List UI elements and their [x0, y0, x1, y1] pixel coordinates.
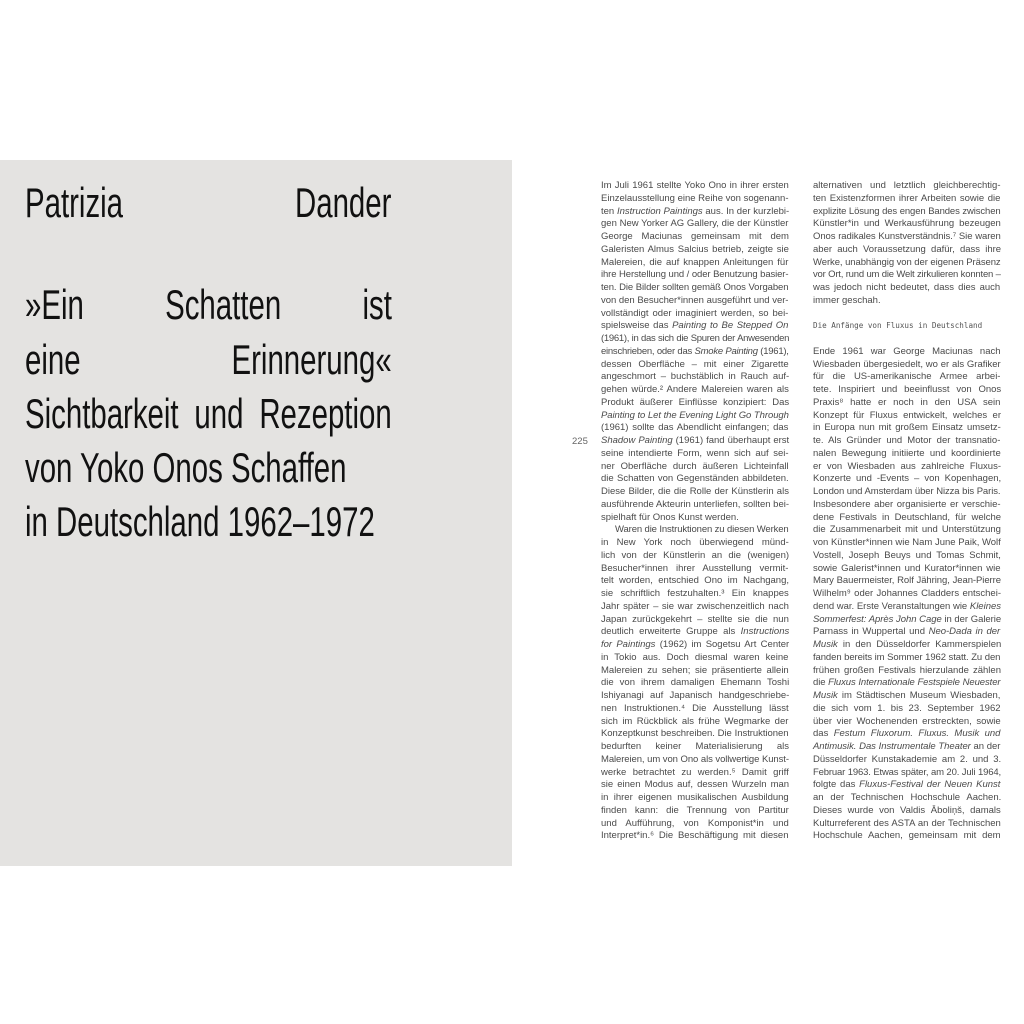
- text-line-content: bedurften keiner Materialisierung als: [601, 741, 789, 752]
- text-line-content: dessen Oberfläche – mit einer Zigarette: [601, 358, 789, 370]
- text-line-content: an der Technischen Hochschule Aachen.: [813, 792, 1002, 803]
- text-line: [601, 703, 789, 716]
- text-line-content: für die US-amerikanische Armee arbei-: [813, 371, 1001, 383]
- author-first: Patrizia: [25, 179, 124, 226]
- text-line-content: seine intendierte Form, wenn sich auf sei-: [601, 447, 789, 459]
- italic-title: Antimusik. Das Instrumentale Theater: [813, 741, 971, 752]
- text-line: [601, 422, 789, 435]
- italic-title: Instructions: [740, 626, 790, 638]
- text-line-content: was jedoch nicht bedeutet, dass dies auch: [813, 282, 1001, 293]
- text-line: [601, 614, 789, 627]
- text-line: [813, 308, 1001, 321]
- text-line: [813, 397, 1001, 410]
- text-line: [601, 524, 789, 537]
- text-line-content: Interpret*in.⁶ Die Beschäftigung mit diesen: [601, 830, 789, 842]
- text-line-content: [813, 333, 816, 346]
- text-line-content: die Schatten von Gegenständen abbildeten.: [601, 473, 789, 485]
- text-line-content: Februar 1963. Etwas später, am 20. Juli 1964,: [813, 766, 1001, 778]
- text-line-content: frühen großen Festivals hierzulande zählen: [813, 664, 1001, 676]
- text-line: [813, 410, 1001, 423]
- text-line: [601, 244, 789, 257]
- text-line: [813, 550, 1001, 563]
- italic-title: Sommerfest: Après John Cage: [813, 613, 942, 625]
- text-line: [601, 588, 789, 601]
- text-line: [813, 537, 1001, 550]
- text-line-content: das Festum Fluxorum. Fluxus. Musik und: [813, 728, 1001, 740]
- text-line: [813, 448, 1001, 461]
- text-line-content: for Paintings (1962) im Sogetsu Art Center: [601, 639, 790, 650]
- text-line-content: Konzept für Fluxus entwickelt, welches er: [813, 409, 1001, 421]
- text-line-content: Diese Bilder, die die Rolle der Künstlerin als: [601, 486, 789, 497]
- text-line: [601, 741, 789, 754]
- text-line: [813, 346, 1001, 359]
- text-line: [601, 601, 789, 614]
- text-line-content: ihre Herstellung und / oder Benutzung basier-: [601, 269, 789, 281]
- text-line-content: ausführende Akteurin unterliefen, sollten bei-: [601, 498, 790, 510]
- text-line: [813, 473, 1001, 486]
- text-line-content: Werke, unabhängig von der eigenen Präsenz: [813, 256, 1001, 268]
- text-line: [813, 665, 1001, 678]
- text-line: [813, 282, 1001, 295]
- text-line-content: Malereien, um von Ono als vollwertige Kunst-: [601, 753, 789, 765]
- text-line: [813, 524, 1001, 537]
- text-line-content: gehen würde.² Andere Malereien waren als: [601, 384, 789, 395]
- italic-title: Shadow Painting: [601, 435, 673, 446]
- text-line: [813, 805, 1001, 818]
- text-line: [601, 779, 789, 792]
- text-line: [601, 716, 789, 729]
- text-line-content: ten Instruction Paintings aus. In der kurzlebi-: [601, 205, 790, 217]
- text-line-content: Shadow Painting (1961) fand überhaupt erst: [601, 435, 790, 446]
- text-line-content: [601, 410, 789, 423]
- text-line: [601, 397, 789, 410]
- text-line-content: ten Existenzformen ihrer Arbeiten sowie die: [813, 192, 1001, 204]
- text-line-content: Einzelausstellung eine Reihe von sogenann-: [601, 192, 789, 204]
- text-line: [813, 384, 1001, 397]
- text-line: [813, 690, 1001, 703]
- text-line-content: (1961), in das sich die Spuren der Anwesenden: [601, 333, 790, 344]
- text-line: [813, 830, 1001, 843]
- text-line: [813, 435, 1001, 448]
- text-line-content: die Fluxus Internationale Festspiele Neuester: [813, 677, 1001, 689]
- text-line-content: die sich vom 1. bis 23. September 1962: [813, 702, 1001, 714]
- text-line: [813, 754, 1001, 767]
- text-line: [601, 231, 789, 244]
- text-line: [601, 486, 789, 499]
- text-line-content: werke betrachtet zu werden.⁵ Damit griff: [601, 766, 789, 778]
- text-line: [601, 728, 789, 741]
- text-line-content: in Europa nun mit großem Einsatz umsetz-: [813, 422, 1001, 434]
- italic-title: Musik: [813, 639, 838, 650]
- text-line: [601, 410, 789, 423]
- section-heading: [813, 320, 1001, 333]
- text-line-content: Kulturreferent des ASTA an der Technischen: [813, 817, 1001, 829]
- text-line: [601, 473, 789, 486]
- text-line: [813, 499, 1001, 512]
- text-line: [601, 665, 789, 678]
- text-line: [601, 295, 789, 308]
- text-line-content: und Aufführung, von Komponist*in und: [601, 817, 789, 829]
- text-line: [813, 588, 1001, 601]
- text-line: [601, 206, 789, 219]
- text-line-content: Konzerte und -Events – von Kopenhagen,: [813, 473, 1002, 485]
- text-line-content: telt worden, entschied Ono im Nachgang,: [601, 575, 790, 587]
- text-line-content: (1961) sollte das Abendlicht einfangen; das: [601, 422, 789, 434]
- text-column-2: [813, 180, 1001, 843]
- text-line: [813, 563, 1001, 576]
- text-line-content: ten. Die Bilder sollten gemäß Onos Vorgaben: [601, 282, 789, 293]
- text-line-content: vollständigt oder imaginiert werden, so bei-: [601, 307, 789, 319]
- text-line: [813, 295, 1001, 308]
- text-line: [601, 218, 789, 231]
- text-line-content: Antimusik. Das Instrumentale Theater an der: [813, 741, 1001, 752]
- subtitle-line: [25, 498, 392, 545]
- text-line-content: einschrieben, oder das Smoke Painting (1961),: [601, 345, 789, 357]
- text-line: [601, 180, 789, 193]
- text-line-content: immer geschah.: [813, 294, 881, 306]
- text-line-content: angeschmort – buchstäblich in Rauch auf-: [601, 371, 790, 383]
- text-line-content: alternativen und letztlich gleichberechtig-: [813, 180, 1001, 191]
- italic-title: Fluxus-Festival der Neuen Kunst: [859, 779, 1001, 791]
- text-line: [813, 193, 1001, 206]
- text-line-content: in New York noch überwiegend münd-: [601, 537, 789, 548]
- text-line: [601, 767, 789, 780]
- text-line: [813, 512, 1001, 525]
- text-line-content: Dieses wurde von Valdis Āboliņš, damals: [813, 804, 1001, 816]
- text-line: [813, 206, 1001, 219]
- italic-title: Festum Fluxorum. Fluxus. Musik und: [833, 728, 1001, 740]
- title-page-panel: [0, 160, 512, 866]
- text-line-content: dend war. Erste Veranstaltungen wie Kleines: [813, 600, 1002, 612]
- text-line: [601, 754, 789, 767]
- text-line-content: die Zusammenarbeit mit und Unterstützung: [813, 524, 1001, 536]
- text-line-content: finden kann: die Trennung von Partitur: [601, 804, 789, 816]
- text-line-content: Sommerfest: Après John Cage in der Galerie: [813, 613, 1002, 625]
- italic-title: Instruction Paintings: [616, 205, 703, 217]
- page-number: 225: [572, 436, 588, 447]
- text-line: [813, 333, 1001, 346]
- subtitle-line: [25, 390, 392, 437]
- text-line: [813, 639, 1001, 652]
- text-line-content: fanden bereits im Sommer 1962 statt. Zu den: [813, 651, 1001, 663]
- text-line-content: Malereien, die auf knappen Anleitungen für: [601, 256, 789, 268]
- italic-title: Smoke Painting: [694, 345, 758, 357]
- text-line-content: Produkt äußerer Einflüsse konzipiert: Das: [601, 396, 790, 408]
- text-line: [813, 218, 1001, 231]
- text-line-content: Jahr später – sie war zwischenzeitlich nach: [601, 600, 789, 612]
- text-line: [813, 486, 1001, 499]
- text-line: [813, 818, 1001, 831]
- text-line: [813, 716, 1001, 729]
- text-line-content: nalen Bewegung initiierte und koordinierte: [813, 447, 1001, 459]
- text-line-content: Die Anfänge von Fluxus in Deutschland: [813, 321, 983, 331]
- text-line: [813, 422, 1001, 435]
- text-line-content: über vier Wochenenden erstreckten, sowie: [813, 715, 1001, 727]
- text-line: [813, 371, 1001, 384]
- text-line-content: Künstler*in und Werkausführung bezeugen: [813, 218, 1001, 230]
- text-line-content: tete. Inspiriert und beeinflusst von Onos: [813, 384, 1002, 395]
- text-line: [601, 193, 789, 206]
- subtitle-line-text: Sichtbarkeit und Rezeption: [25, 390, 392, 437]
- text-line: [601, 435, 789, 448]
- subtitle-line-text: von Yoko Onos Schaffen: [25, 444, 347, 491]
- text-line-content: die von ihrem damaligen Ehemann Toshi: [601, 677, 790, 689]
- text-line: [601, 639, 789, 652]
- text-column-1: [601, 180, 789, 843]
- text-line-content: Onos radikales Kunstverständnis.⁷ Sie waren: [813, 231, 1001, 242]
- text-line-content: in ihrer eigenen musikalischen Ausbildung: [601, 792, 789, 803]
- text-line: [601, 805, 789, 818]
- text-line: [813, 180, 1001, 193]
- text-line: [813, 461, 1001, 474]
- text-line-content: Waren die Instruktionen zu diesen Werken: [615, 524, 789, 536]
- text-line: [601, 818, 789, 831]
- text-line-content: Konzeptkunst beschreiben. Die Instruktionen: [601, 728, 789, 740]
- text-line: [813, 741, 1001, 754]
- italic-title: Painting to Be Stepped On: [672, 320, 789, 332]
- text-line-content: er von Wiesbaden aus zahlreiche Fluxus-: [813, 460, 1002, 472]
- author-name-text: [25, 179, 392, 226]
- text-line-content: explizite Lösung des engen Bandes zwischen: [813, 205, 1001, 217]
- subtitle-line-text: in Deutschland 1962–1972: [25, 498, 375, 545]
- text-line-content: ner Oberfläche durch äußeren Lichteinfall: [601, 460, 789, 472]
- text-line: [601, 499, 789, 512]
- text-line: [601, 537, 789, 550]
- text-line-content: Japan zurückgekehrt – stellte sie die nun: [601, 613, 789, 625]
- text-line: [601, 346, 789, 359]
- author-last: Dander: [294, 179, 392, 226]
- title-line-text: eine Erinnerung«: [25, 336, 392, 383]
- text-line-content: te. Als Gründer und Motor der transnatio-: [813, 435, 1001, 446]
- text-line-content: spielsweise das Painting to Be Stepped On: [601, 320, 789, 332]
- italic-title: for Paintings: [601, 639, 656, 650]
- text-line: [813, 767, 1001, 780]
- text-line-content: nen Instruktionen.⁴ Die Ausstellung lässt: [601, 702, 789, 714]
- author-name: [25, 179, 392, 226]
- text-line: [601, 563, 789, 576]
- text-line-content: George Maciunas gemeinsam mit dem: [601, 231, 789, 242]
- text-line: [601, 690, 789, 703]
- text-line: [601, 371, 789, 384]
- text-line-content: Insbesondere aber organisierte er verschie-: [813, 498, 1001, 510]
- text-line: [601, 792, 789, 805]
- italic-title: Painting to Let the Evening Light Go Through: [601, 409, 789, 421]
- text-line: [813, 231, 1001, 244]
- text-line: [813, 359, 1001, 372]
- text-line-content: sich im Rückblick als frühe Wegmarke der: [601, 715, 789, 727]
- text-line-content: sie schriftlich festzuhalten.³ Ein knappes: [601, 588, 789, 599]
- text-line: [813, 269, 1001, 282]
- text-line: [601, 257, 789, 270]
- text-line-content: Ishiyanagi auf Japanisch handgeschriebe-: [601, 690, 790, 701]
- text-line: [813, 677, 1001, 690]
- text-line-content: Im Juli 1961 stellte Yoko Ono in ihrer ersten: [601, 180, 789, 191]
- text-line: [601, 269, 789, 282]
- text-line-content: sie einen Modus auf, dessen Wurzeln man: [601, 779, 790, 791]
- title-line: [25, 281, 392, 328]
- text-line: [601, 626, 789, 639]
- text-line-content: Praxis⁸ hatte er noch in den USA sein: [813, 396, 1001, 408]
- text-line: [813, 728, 1001, 741]
- text-line: [813, 652, 1001, 665]
- text-line-content: Wiesbaden übergesiedelt, wo er als Grafiker: [813, 358, 1001, 370]
- text-line-content: [813, 308, 816, 321]
- text-line-content: lich von der Künstlerin an die (wenigen): [601, 549, 790, 561]
- text-line: [813, 575, 1001, 588]
- text-line-content: deutlich erweiterte Gruppe als Instructions: [601, 626, 790, 638]
- text-line-content: von Künstler*innen wie Nam June Paik, Wolf: [813, 537, 1001, 548]
- text-line: [601, 333, 789, 346]
- text-line-content: in Tokio aus. Doch diesmal waren keine: [601, 651, 789, 663]
- text-line: [813, 614, 1001, 627]
- text-line: [601, 830, 789, 843]
- italic-title: Kleines: [969, 600, 1002, 612]
- text-line: [601, 652, 789, 665]
- text-line: [601, 308, 789, 321]
- italic-title: Neo-Dada in der: [928, 626, 1001, 638]
- text-line: [601, 320, 789, 333]
- text-line-content: aber auch Voraussetzung dafür, dass ihre: [813, 243, 1002, 255]
- text-line-content: Galeristen Almus Salcius betrieb, zeigte sie: [601, 243, 789, 255]
- text-line: [813, 779, 1001, 792]
- text-line-content: dene Festivals in Deutschland, für welche: [813, 511, 1002, 523]
- text-line-content: Parnass in Wuppertal und Neo-Dada in der: [813, 626, 1001, 638]
- text-line-content: Wilhelm⁹ oder Johannes Cladders entschei-: [813, 588, 1001, 599]
- text-line-content: folgte das Fluxus-Festival der Neuen Kunst: [813, 779, 1001, 791]
- text-line-content: Ende 1961 war George Maciunas nach: [813, 345, 1001, 357]
- text-line: [813, 626, 1001, 639]
- text-line: [601, 550, 789, 563]
- text-line: [813, 244, 1001, 257]
- text-line-content: Hochschule Aachen, gemeinsam mit dem: [813, 830, 1001, 842]
- text-line-content: Besucher*innen ihrer Ausstellung vermit-: [601, 562, 789, 574]
- text-line-content: gen New Yorker AG Gallery, die der Künstler: [601, 218, 789, 230]
- text-line-content: Mary Bauermeister, Rolf Jähring, Jean-Pierre: [813, 575, 1001, 587]
- text-line: [601, 575, 789, 588]
- text-line: [601, 384, 789, 397]
- subtitle-line: [25, 444, 392, 491]
- title-line-text: »Ein Schatten ist: [25, 281, 392, 328]
- text-line: [813, 703, 1001, 716]
- text-line-content: vor Ort, rund um die Welt zirkulieren konnten –: [813, 269, 1001, 281]
- title-line: [25, 336, 392, 383]
- text-line: [601, 461, 789, 474]
- text-line-content: sowie Galerist*innen und Kurator*innen wie: [813, 562, 1001, 574]
- text-line-content: Musik im Städtischen Museum Wiesbaden,: [813, 690, 1001, 701]
- text-line-content: Vostell, Joseph Beuys und Tomas Schmit,: [813, 549, 1001, 561]
- text-line: [601, 448, 789, 461]
- italic-title: Musik: [813, 690, 838, 701]
- text-line-content: Musik in den Düsseldorfer Kammerspielen: [813, 639, 1002, 650]
- text-line: [601, 677, 789, 690]
- text-line-content: Düsseldorfer Kunstakademie am 2. und 3.: [813, 753, 1002, 765]
- text-line-content: von den Besucher*innen ausgeführt und ver-: [601, 294, 789, 306]
- text-line: [813, 792, 1001, 805]
- italic-title: Fluxus Internationale Festspiele Neuester: [828, 677, 1001, 689]
- text-line-content: Malereien zu sehen; sie präsentierte allein: [601, 664, 789, 676]
- text-line-content: spielhaft für Onos Kunst werden.: [601, 511, 739, 523]
- text-line: [601, 512, 789, 525]
- text-line: [601, 359, 789, 372]
- text-line: [813, 601, 1001, 614]
- text-line: [813, 257, 1001, 270]
- text-line-content: London und Amsterdam über Nizza bis Paris.: [813, 486, 1001, 497]
- text-line: [601, 282, 789, 295]
